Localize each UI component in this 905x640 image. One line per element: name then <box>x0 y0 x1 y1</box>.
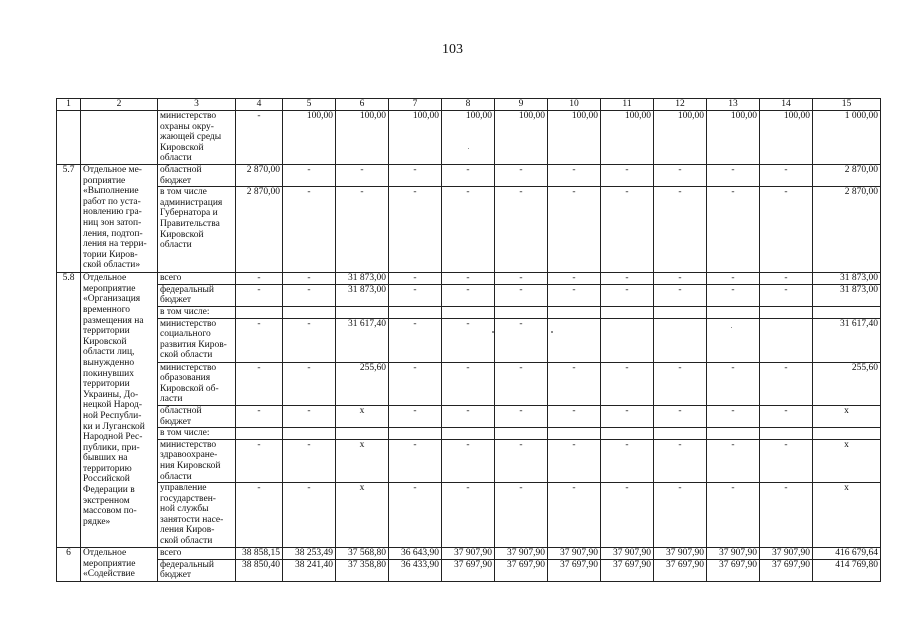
value-cell: - <box>654 483 707 548</box>
value-cell: - <box>548 273 601 285</box>
table-row <box>57 548 881 560</box>
value-cell: - <box>442 439 495 482</box>
value-cell: - <box>654 439 707 482</box>
value-cell <box>654 318 707 362</box>
column-number: 6 <box>336 99 389 111</box>
value-cell: - <box>601 187 654 273</box>
value-cell: - <box>548 439 601 482</box>
value-cell: - <box>495 362 548 405</box>
value-cell <box>283 306 336 318</box>
value-cell: - <box>601 284 654 306</box>
value-cell: - <box>236 111 283 165</box>
scan-speck <box>468 148 469 149</box>
value-cell: - <box>495 405 548 427</box>
event-name: Отдельное мероприятие «Содействие <box>81 548 158 582</box>
value-cell: - <box>601 273 654 285</box>
value-cell: - <box>707 187 760 273</box>
page-number: 103 <box>442 42 463 57</box>
value-cell: 100,00 <box>495 111 548 165</box>
value-cell: 100,00 <box>707 111 760 165</box>
funding-source: федеральный бюджет <box>158 284 236 306</box>
value-cell <box>389 428 442 440</box>
value-cell: 31 617,40 <box>336 318 389 362</box>
value-cell: 37 358,80 <box>336 559 389 581</box>
value-cell: - <box>389 318 442 362</box>
item-number: 5.8 <box>57 273 81 548</box>
funding-source: федеральный бюджет <box>158 559 236 581</box>
value-cell: - <box>654 273 707 285</box>
value-cell: 36 433,90 <box>389 559 442 581</box>
value-cell: x <box>813 483 881 548</box>
value-cell: - <box>283 273 336 285</box>
value-cell <box>760 428 813 440</box>
value-cell: - <box>389 362 442 405</box>
value-cell <box>336 428 389 440</box>
funding-source: в том числе администрация Губернатора и Правительства Кировской области <box>158 187 236 273</box>
value-cell: - <box>283 405 336 427</box>
value-cell <box>236 428 283 440</box>
value-cell: - <box>442 284 495 306</box>
column-number: 15 <box>813 99 881 111</box>
table-row <box>57 165 881 187</box>
value-cell: - <box>495 187 548 273</box>
value-cell: - <box>760 284 813 306</box>
value-cell: - <box>707 405 760 427</box>
value-cell: 38 850,40 <box>236 559 283 581</box>
value-cell: 37 907,90 <box>442 548 495 560</box>
value-cell: - <box>601 483 654 548</box>
value-cell: 37 907,90 <box>548 548 601 560</box>
value-cell: - <box>236 483 283 548</box>
value-cell: - <box>236 405 283 427</box>
value-cell: - <box>389 165 442 187</box>
value-cell: 37 697,90 <box>601 559 654 581</box>
value-cell: - <box>442 405 495 427</box>
value-cell: 31 873,00 <box>813 273 881 285</box>
value-cell: - <box>495 284 548 306</box>
value-cell <box>336 306 389 318</box>
value-cell: 416 679,64 <box>813 548 881 560</box>
value-cell: - <box>442 273 495 285</box>
value-cell: - <box>654 362 707 405</box>
value-cell: - <box>442 362 495 405</box>
value-cell: x <box>336 405 389 427</box>
value-cell: - <box>236 439 283 482</box>
value-cell: 100,00 <box>760 111 813 165</box>
value-cell: - <box>707 362 760 405</box>
value-cell: x <box>813 439 881 482</box>
column-number: 11 <box>601 99 654 111</box>
value-cell <box>601 428 654 440</box>
value-cell: - <box>654 165 707 187</box>
value-cell: - <box>707 483 760 548</box>
table-row <box>57 439 881 482</box>
event-name: Отдельное мероприятие «Организация временного размещения на территории Кировской области лиц, вынужденно покинувших территории Украины, До- нецкой Народ- ной Республи- ки и Луганской Народной Рес- публики, при- бывших на территорию Российской Федерации в экстренном массовом по- рядке» <box>81 273 158 548</box>
item-number: 5.7 <box>57 165 81 273</box>
funding-source: в том числе: <box>158 306 236 318</box>
value-cell: 37 697,90 <box>548 559 601 581</box>
column-number: 4 <box>236 99 283 111</box>
value-cell: - <box>707 284 760 306</box>
column-number: 12 <box>654 99 707 111</box>
value-cell: - <box>283 439 336 482</box>
value-cell: - <box>601 362 654 405</box>
value-cell: 2 870,00 <box>813 165 881 187</box>
value-cell: - <box>389 284 442 306</box>
value-cell <box>389 306 442 318</box>
funding-source: министерство здравоохране- ния Кировской области <box>158 439 236 482</box>
table-row <box>57 306 881 318</box>
value-cell: - <box>495 273 548 285</box>
value-cell <box>548 318 601 362</box>
value-cell: - <box>760 187 813 273</box>
value-cell: - <box>283 483 336 548</box>
value-cell: 100,00 <box>601 111 654 165</box>
value-cell: 38 858,15 <box>236 548 283 560</box>
value-cell: - <box>760 483 813 548</box>
value-cell: 37 697,90 <box>442 559 495 581</box>
value-cell <box>813 428 881 440</box>
table-row <box>57 559 881 581</box>
value-cell: 31 873,00 <box>336 273 389 285</box>
value-cell <box>654 306 707 318</box>
value-cell: 100,00 <box>654 111 707 165</box>
funding-source: в том числе: <box>158 428 236 440</box>
value-cell: - <box>601 165 654 187</box>
value-cell: - <box>654 405 707 427</box>
funding-source: всего <box>158 273 236 285</box>
budget-table <box>56 98 881 582</box>
value-cell: x <box>336 439 389 482</box>
value-cell: - <box>389 273 442 285</box>
value-cell <box>654 428 707 440</box>
value-cell: 37 907,90 <box>707 548 760 560</box>
value-cell: - <box>495 439 548 482</box>
value-cell <box>442 428 495 440</box>
value-cell: - <box>548 284 601 306</box>
value-cell: 37 907,90 <box>601 548 654 560</box>
value-cell <box>495 428 548 440</box>
value-cell: - <box>548 362 601 405</box>
value-cell: - <box>760 439 813 482</box>
column-number: 5 <box>283 99 336 111</box>
funding-source: министерство социального развития Киров- ской области <box>158 318 236 362</box>
event-name: Отдельное ме- роприятие «Выполнение работ по уста- новлению гра- ниц зон затоп- ления, подтоп- ления на терри- тории Киров- ской области» <box>81 165 158 273</box>
column-number: 2 <box>81 99 158 111</box>
value-cell: 37 697,90 <box>654 559 707 581</box>
value-cell: - <box>236 284 283 306</box>
value-cell: - <box>236 273 283 285</box>
value-cell: 31 873,00 <box>813 284 881 306</box>
value-cell: - <box>601 439 654 482</box>
value-cell: 2 870,00 <box>236 187 283 273</box>
table-row <box>57 273 881 285</box>
scan-speck <box>731 327 732 328</box>
value-cell: - <box>548 187 601 273</box>
column-number: 8 <box>442 99 495 111</box>
value-cell: 37 907,90 <box>760 548 813 560</box>
table-row <box>57 362 881 405</box>
column-number: 10 <box>548 99 601 111</box>
value-cell: 31 617,40 <box>813 318 881 362</box>
value-cell <box>707 306 760 318</box>
value-cell: 100,00 <box>442 111 495 165</box>
value-cell: - <box>283 318 336 362</box>
value-cell: - <box>760 405 813 427</box>
value-cell: 37 697,90 <box>707 559 760 581</box>
value-cell: - <box>760 273 813 285</box>
value-cell: - <box>654 187 707 273</box>
value-cell: 255,60 <box>813 362 881 405</box>
header-row <box>57 99 881 111</box>
value-cell <box>601 318 654 362</box>
value-cell: - <box>336 187 389 273</box>
column-number: 9 <box>495 99 548 111</box>
value-cell: - <box>707 165 760 187</box>
value-cell: 2 870,00 <box>813 187 881 273</box>
value-cell: 36 643,90 <box>389 548 442 560</box>
value-cell <box>442 306 495 318</box>
value-cell: 100,00 <box>283 111 336 165</box>
value-cell: 37 907,90 <box>654 548 707 560</box>
value-cell: - <box>389 405 442 427</box>
table-row <box>57 405 881 427</box>
value-cell <box>548 428 601 440</box>
value-cell: - <box>548 165 601 187</box>
value-cell: 100,00 <box>336 111 389 165</box>
funding-source: областной бюджет <box>158 165 236 187</box>
value-cell <box>760 306 813 318</box>
value-cell <box>707 318 760 362</box>
empty-cell <box>81 111 158 165</box>
table-row <box>57 483 881 548</box>
funding-source: всего <box>158 548 236 560</box>
table-row <box>57 187 881 273</box>
value-cell: - <box>548 483 601 548</box>
value-cell: - <box>442 187 495 273</box>
value-cell: - <box>601 405 654 427</box>
value-cell: - <box>442 318 495 362</box>
funding-source: министерство образования Кировской об- ласти <box>158 362 236 405</box>
value-cell: 37 697,90 <box>760 559 813 581</box>
value-cell: - <box>283 187 336 273</box>
value-cell <box>760 318 813 362</box>
value-cell: - <box>336 165 389 187</box>
value-cell: - <box>707 439 760 482</box>
value-cell: - <box>389 187 442 273</box>
funding-source: министерство охраны окру- жающей среды Кировской области <box>158 111 236 165</box>
value-cell: - <box>442 483 495 548</box>
value-cell: 255,60 <box>336 362 389 405</box>
value-cell: - <box>548 405 601 427</box>
value-cell <box>495 306 548 318</box>
value-cell: x <box>813 405 881 427</box>
value-cell: - <box>283 284 336 306</box>
value-cell: - <box>495 483 548 548</box>
value-cell <box>548 306 601 318</box>
funding-source: областной бюджет <box>158 405 236 427</box>
value-cell: 100,00 <box>389 111 442 165</box>
value-cell: 2 870,00 <box>236 165 283 187</box>
value-cell: 37 907,90 <box>495 548 548 560</box>
value-cell: - <box>654 284 707 306</box>
value-cell: 38 241,40 <box>283 559 336 581</box>
value-cell: - <box>236 362 283 405</box>
value-cell: 37 697,90 <box>495 559 548 581</box>
table-row <box>57 318 881 362</box>
scan-speck <box>551 331 553 333</box>
value-cell <box>283 428 336 440</box>
value-cell: - <box>760 362 813 405</box>
column-number: 14 <box>760 99 813 111</box>
table-row <box>57 428 881 440</box>
value-cell: 37 568,80 <box>336 548 389 560</box>
value-cell: 31 873,00 <box>336 284 389 306</box>
column-number: 7 <box>389 99 442 111</box>
item-number: 6 <box>57 548 81 582</box>
value-cell: - <box>283 165 336 187</box>
value-cell: 38 253,49 <box>283 548 336 560</box>
funding-source: управление государствен- ной службы занятости насе- ления Киров- ской области <box>158 483 236 548</box>
value-cell: 100,00 <box>548 111 601 165</box>
value-cell: - <box>283 362 336 405</box>
value-cell: - <box>707 273 760 285</box>
table-row <box>57 111 881 165</box>
value-cell: - <box>389 483 442 548</box>
value-cell: 414 769,80 <box>813 559 881 581</box>
scan-speck <box>492 331 494 333</box>
value-cell: x <box>336 483 389 548</box>
value-cell: 1 000,00 <box>813 111 881 165</box>
value-cell <box>236 306 283 318</box>
empty-cell <box>57 111 81 165</box>
column-number: 3 <box>158 99 236 111</box>
value-cell <box>813 306 881 318</box>
value-cell: - <box>495 318 548 362</box>
value-cell <box>707 428 760 440</box>
value-cell: - <box>236 318 283 362</box>
column-number: 1 <box>57 99 81 111</box>
value-cell: - <box>389 439 442 482</box>
column-number: 13 <box>707 99 760 111</box>
table-row <box>57 284 881 306</box>
value-cell <box>601 306 654 318</box>
value-cell: - <box>760 165 813 187</box>
value-cell: - <box>442 165 495 187</box>
value-cell: - <box>495 165 548 187</box>
